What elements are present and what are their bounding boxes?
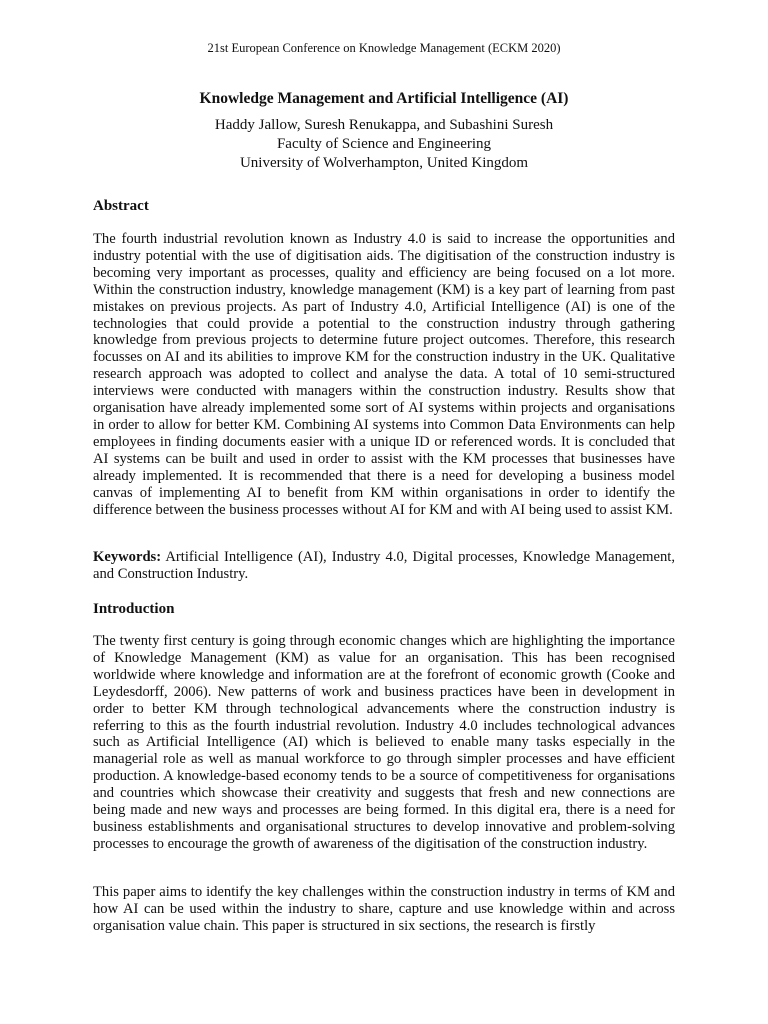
conference-header: 21st European Conference on Knowledge Management (ECKM 2020): [207, 41, 561, 55]
paper-authors: Haddy Jallow, Suresh Renukappa, and Subashini Suresh: [214, 117, 554, 133]
author-university: University of Wolverhampton, United Kingdom: [239, 155, 529, 171]
abstract-body: The fourth industrial revolution known as Industry 4.0 is said to increase the opportunities and industry potential with the use of digitisation aids. The digitisation of the construction industry is becoming very important as processes, quality and efficiency are being focused on a lot more. Within the construction industry, knowledge management (KM) is a key part of learning from past mistakes on previous projects. As part of Industry 4.0, Artificial Intelligence (AI) is one of the technologies that could provide a potential to the construction industry through gathering knowledge from previous projects to determine future project outcomes. Therefore, this research focusses on AI and its abilities to improve KM for the construction industry in the UK. Qualitative research approach was adopted to collect and analyse the data. A total of 10 semi-structured interviews were conducted with managers within the construction industry. Results show that organisation have already implemented some sort of AI systems within projects and organisations in order to allow for better KM. Combining AI systems into Common Data Environments can help employees in finding documents easier with a unique ID or referenced words. It is concluded that AI systems can be built and used in order to assist with the KM processes that businesses have already implemented. It is recommended that there is a need for developing a business model canvas of implementing AI to benefit from KM within organisations in order to identify the difference between the business processes without AI for KM and with AI being used to assist KM.: [93, 231, 675, 518]
introduction-heading: Introduction: [93, 601, 175, 617]
title-block: [0, 89, 768, 173]
introduction-paragraph-1: The twenty first century is going through economic changes which are highlighting the importance of Knowledge Management (KM) as value for an organisation. This has been recognised worldwide where knowledge and information are at the forefront of economic growth (Cooke and Leydesdorff, 2006). New patterns of work and business practices have been in development in order to better KM through technological advancements where the construction industry is referring to this as the fourth industrial revolution. Industry 4.0 includes technological advances such as Artificial Intelligence (AI) which is believed to enable many tasks especially in the managerial role as well as manual workforce to go through simpler processes and have efficient production. A knowledge-based economy tends to be a source of competitiveness for organisations and countries which showcase their creativity and suggests that fresh and new connections are being made and new ways and processes are being formed. In this digital era, there is a need for business establishments and organisational structures to develop innovative and problem-solving processes to encourage the growth of awareness of the digitisation of the construction industry.: [93, 633, 675, 852]
abstract-heading: Abstract: [93, 198, 149, 214]
keywords-label: Keywords:: [93, 549, 162, 565]
paper-title: Knowledge Management and Artificial Intelligence (AI): [199, 90, 569, 107]
keywords-text: Artificial Intelligence (AI), Industry 4.0, Digital processes, Knowledge Management, and Construction Industry.: [93, 549, 675, 582]
author-faculty: Faculty of Science and Engineering: [276, 136, 492, 152]
keywords-paragraph: [93, 549, 675, 583]
introduction-paragraph-2: This paper aims to identify the key challenges within the construction industry in terms of KM and how AI can be used within the industry to share, capture and use knowledge within and across organisation value chain. This paper is structured in six sections, the research is firstly: [93, 884, 675, 934]
